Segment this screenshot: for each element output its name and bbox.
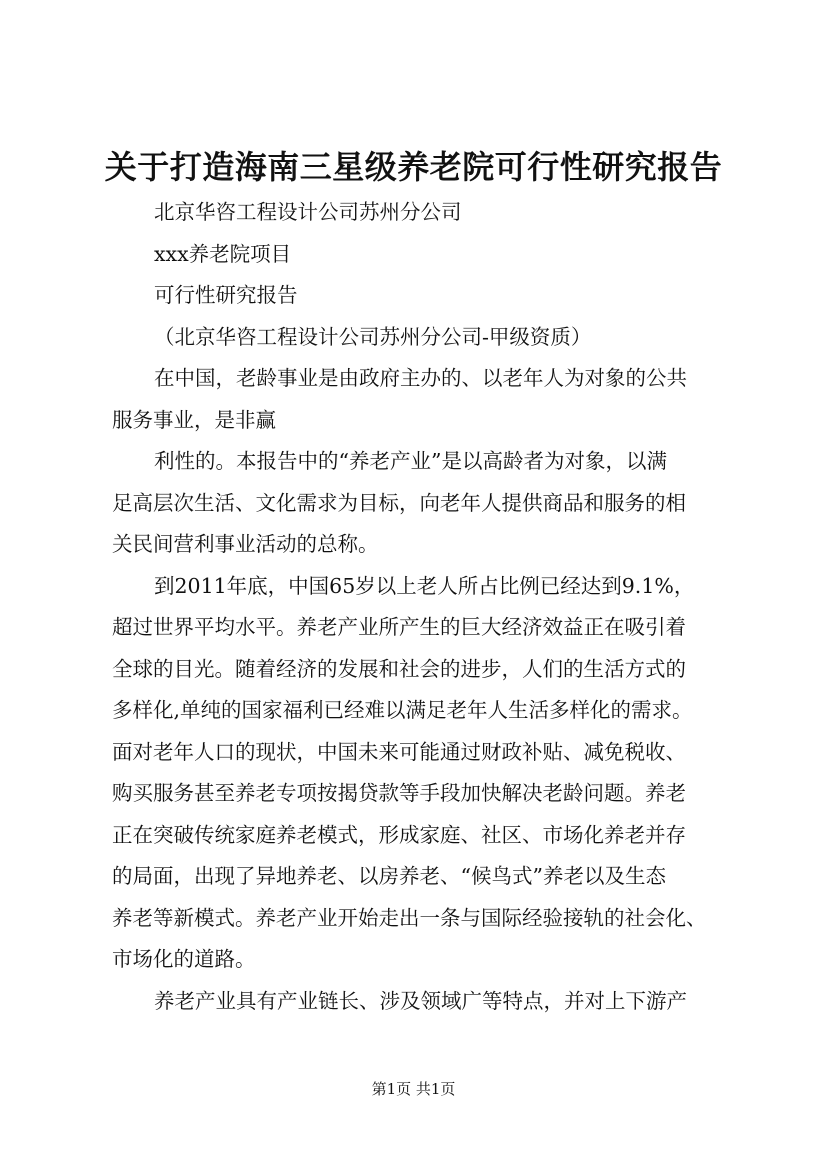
body-line: 可行性研究报告 [154, 283, 298, 307]
body-line: 养老产业具有产业链长、涉及领域广等特点，并对上下游产 [154, 988, 687, 1013]
body-line: 到2011年底，中国65岁以上老人所占比例已经达到9.1%， [154, 573, 695, 598]
body-line: 的局面，出现了异地养老、以房养老、“候鸟式”养老以及生态 [112, 864, 666, 888]
body-line: 服务事业，是非赢 [112, 407, 276, 432]
body-line: 超过世界平均水平。养老产业所产生的巨大经济效益正在吸引着 [112, 615, 686, 639]
body-line: 市场化的道路。 [112, 947, 256, 971]
document-title: 关于打造海南三星级养老院可行性研究报告 [104, 148, 723, 186]
body-line: 多样化,单纯的国家福利已经难以满足老年人生活多样化的需求。 [112, 698, 693, 722]
body-line: xxx养老院项目 [154, 241, 292, 266]
body-line: 北京华咨工程设计公司苏州分公司 [154, 200, 462, 224]
body-line: 关民间营利事业活动的总称。 [112, 532, 379, 556]
body-line: 正在突破传统家庭养老模式，形成家庭、社区、市场化养老并存 [112, 822, 686, 847]
body-line: 在中国，老龄事业是由政府主办的、以老年人为对象的公共 [154, 366, 687, 390]
body-line: 面对老年人口的现状，中国未来可能通过财政补贴、减免税收、 [112, 739, 686, 764]
body-line: 购买服务甚至养老专项按揭贷款等手段加快解决老龄问题。养老 [112, 781, 686, 805]
body-line: 足高层次生活、文化需求为目标，向老年人提供商品和服务的相 [112, 490, 686, 515]
body-line: 养老等新模式。养老产业开始走出一条与国际经验接轨的社会化、 [112, 905, 707, 930]
body-line: （北京华咨工程设计公司苏州分公司-甲级资质） [154, 324, 592, 349]
body-line: 利性的。本报告中的“养老产业”是以高龄者为对象，以满 [154, 449, 667, 473]
page-footer: 第1页 共1页 [371, 1080, 456, 1098]
document-body [112, 192, 732, 1022]
body-line: 全球的目光。随着经济的发展和社会的进步，人们的生活方式的 [112, 656, 686, 681]
